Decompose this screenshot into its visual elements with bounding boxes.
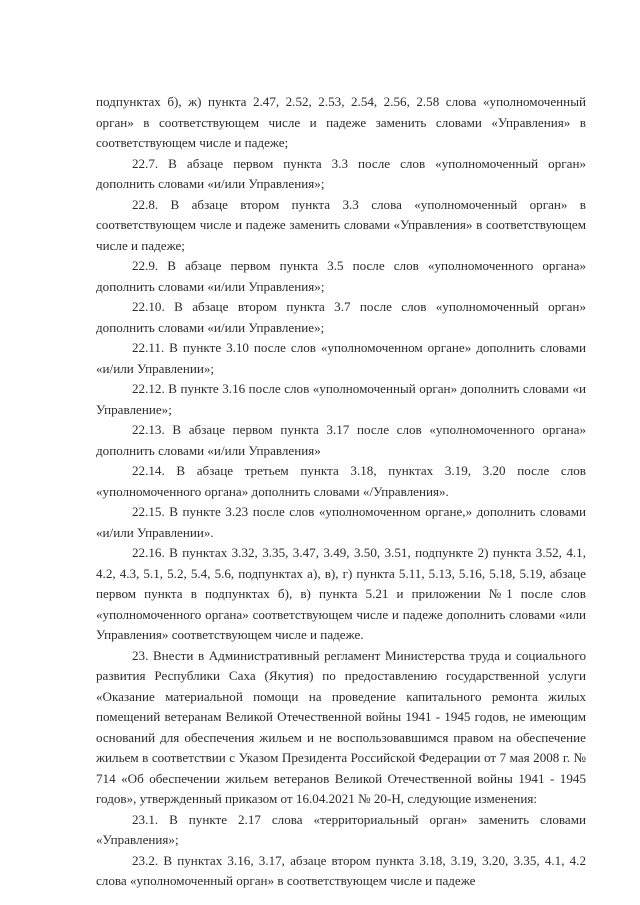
paragraph-22-16: 22.16. В пунктах 3.32, 3.35, 3.47, 3.49, 3.50, 3.51, подпункте 2) пункта 3.52, 4.1, 4.2, 4.3, 5.1, 5.2, 5.4, 5.6, подпунктах а), в), г) пункта 5.11, 5.13, 5.16, 5.18, 5.19, абзаце первом пункта в подпунктах б), в) пункта 5.21 и приложении №1 после слов «уполномоченного органа» соответствующем числе и падеже дополнить словами «или Управления» соответствующем числе и падеже.	[96, 545, 586, 642]
paragraph-22-9: 22.9. В абзаце первом пункта 3.5 после слов «уполномоченного органа» дополнить словами «и/или Управления»;	[96, 258, 586, 294]
paragraph-22-10: 22.10. В абзаце втором пункта 3.7 после слов «уполномоченный орган» дополнить словами «и/или Управление»;	[96, 299, 586, 335]
paragraph-22-12: 22.12. В пункте 3.16 после слов «уполномоченный орган» дополнить словами «и Управление»;	[96, 381, 586, 417]
paragraph-22-8: 22.8. В абзаце втором пункта 3.3 слова «уполномоченный орган» в соответствующем числе и падеже заменить словами «Управления» в соответствующем числе и падеже;	[96, 196, 586, 253]
paragraph-22-14: 22.14. В абзаце третьем пункта 3.18, пунктах 3.19, 3.20 после слов «уполномоченного органа» дополнить словами «/Управления».	[96, 463, 586, 499]
paragraph-continuation: подпунктах б), ж) пункта 2.47, 2.52, 2.53, 2.54, 2.56, 2.58 слова «уполномоченный орган» в соответствующем числе и падеже заменить словами «Управления» в соответствующем числе и падеже;	[96, 94, 586, 150]
paragraph-22-7: 22.7. В абзаце первом пункта 3.3 после слов «уполномоченный орган» дополнить словами «и/или Управления»;	[96, 155, 586, 191]
paragraph-22-15: 22.15. В пункте 3.23 после слов «уполномоченном органе,» дополнить словами «и/или Управлении».	[96, 504, 586, 540]
paragraph-23: 23. Внести в Административный регламент Министерства труда и социального развития Республики Саха (Якутия) по предоставлению государственной услуги «Оказание материальной помощи на проведение капитального ремонта жилых помещений ветеранам Великой Отечественной войны 1941 - 1945 годов, не имеющим оснований для обеспечения жильем и не воспользовавшимся правом на обеспечение жильем в соответствии с Указом Президента Российской Федерации от 7 мая 2008 г. № 714 «Об обеспечении жильем ветеранов Великой Отечественной войны 1941 - 1945 годов», утвержденный приказом от 16.04.2021 № 20-Н, следующие изменения:	[96, 647, 586, 806]
paragraph-23-1: 23.1. В пункте 2.17 слова «территориальный орган» заменить словами «Управления»;	[96, 811, 586, 847]
paragraph-23-2: 23.2. В пунктах 3.16, 3.17, абзаце втором пункта 3.18, 3.19, 3.20, 3.35, 4.1, 4.2 слова «уполномоченный орган» в соответствующем числе и падеже	[96, 852, 586, 888]
document-page	[96, 92, 586, 892]
paragraph-22-13: 22.13. В абзаце первом пункта 3.17 после слов «уполномоченного органа» дополнить словами «и/или Управления»	[96, 422, 586, 458]
paragraph-22-11: 22.11. В пункте 3.10 после слов «уполномоченном органе» дополнить словами «и/или Управлении»;	[96, 340, 586, 376]
